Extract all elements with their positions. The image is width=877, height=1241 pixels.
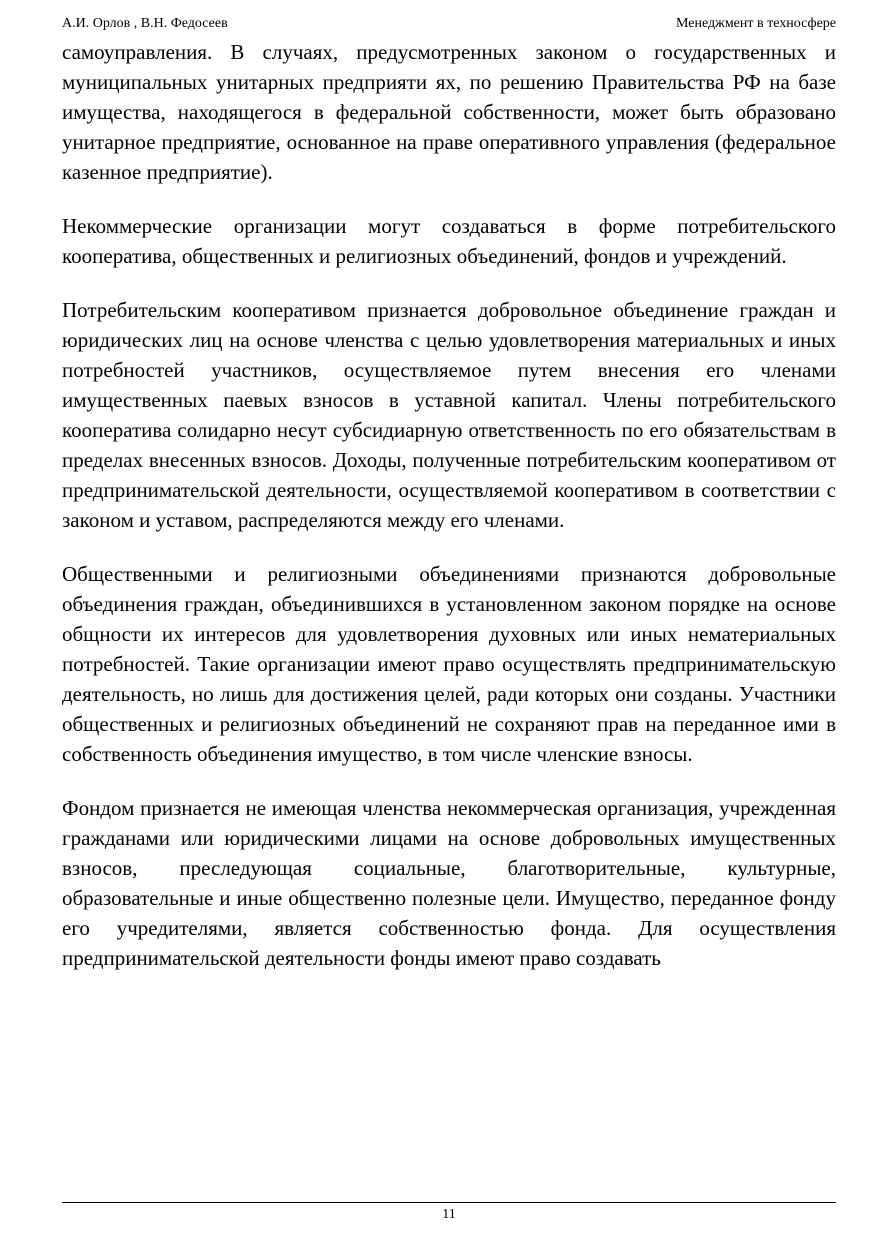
paragraph-public-religious-associations: Общественными и религиозными объединениями признаются добровольные объединения граждан, объединившихся в установленном законом порядке на основе общности их интересов для удовлетворения духовных или иных нематериальных потребностей. Такие организации имеют право осуществлять предпринимательскую деятельность, но лишь для достижения целей, ради которых они созданы. Участники общественных и религиозных объединений не сохраняют прав на переданное ими в собственность объединения имущество, в том числе членские взносы. [62, 562, 836, 766]
paragraph-non-commercial-forms: Некоммерческие организации могут создаваться в форме потребительского кооператива, общественных и религиозных объединений, фондов и учреждений. [62, 214, 836, 268]
header-book-title: Менеджмент в техносфере [676, 16, 836, 31]
page-number: 11 [442, 1207, 456, 1222]
header-authors: А.И. Орлов , В.Н. Федосеев [62, 16, 228, 31]
paragraph-consumer-cooperative: Потребительским кооперативом признается добровольное объединение граждан и юридических лиц на основе членства с целью удовлетворения материальных и иных потребностей участников, осуществляемое путем внесения его членами имущественных паевых взносов в уставной капитал. Члены потребительского кооператива солидарно несут субсидиарную ответственность по его обязательствам в пределах внесенных взносов. Доходы, полученные потребительским кооперативом от предпринимательской деятельности, осуществляемой кооперативом в соответствии с законом и уставом, распределяются между его членами. [62, 298, 836, 532]
page-body [62, 37, 836, 997]
paragraph-unitary-enterprise: самоуправления. В случаях, предусмотренных законом о государственных и муниципальных унитарных предприяти ях, по решению Правительства РФ на базе имущества, находящегося в федеральной собственности, может быть образовано унитарное предприятие, основанное на праве оперативного управления (федеральное казенное предприятие). [62, 40, 836, 184]
footer-divider [62, 1202, 836, 1203]
paragraph-foundation: Фондом признается не имеющая членства некоммерческая организация, учрежденная гражданами или юридическими лицами на основе добровольных имущественных взносов, преследующая социальные, благотворительные, культурные, образовательные и иные общественно полезные цели. Имущество, переданное фонду его учредителями, является собственностью фонда. Для осуществления предпринимательской деятельности фонды имеют право создавать [62, 796, 836, 970]
running-header [62, 14, 836, 34]
